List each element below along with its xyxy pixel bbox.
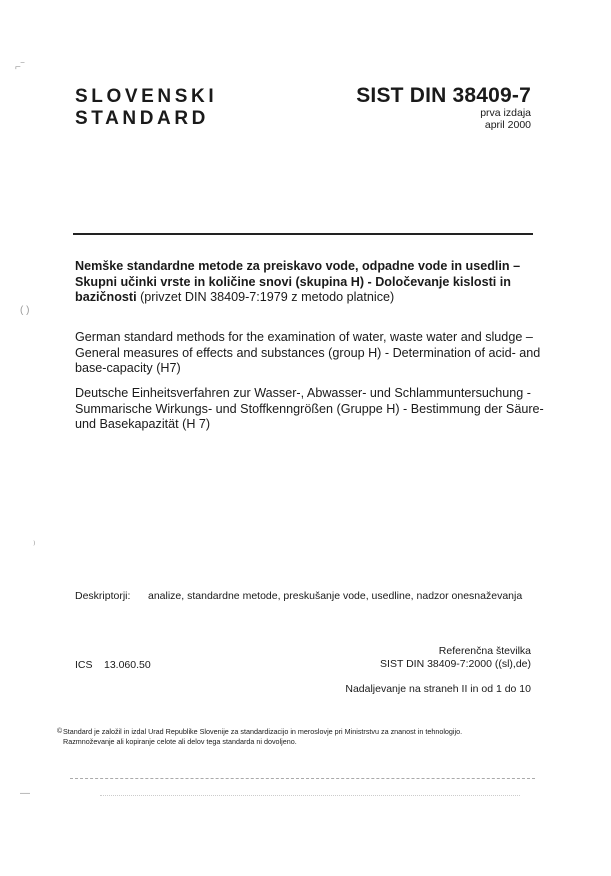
scan-mark-lower: ⁾	[33, 540, 36, 551]
scan-dot-line	[100, 795, 520, 796]
brand-line-2: STANDARD	[75, 108, 209, 129]
ics-code	[75, 659, 151, 671]
reference-number	[380, 645, 531, 671]
descriptors-value: analize, standardne metode, preskušanje vode, usedline, nadzor onesnaževanja	[148, 590, 523, 602]
descriptors	[75, 590, 522, 602]
scan-mark-mid: ( )	[20, 305, 30, 316]
title-german: Deutsche Einheitsverfahren zur Wasser-, Abwasser- und Schlammuntersuchung - Summarische Wirkungs- und Stoffkenngrößen (Gruppe H) - Bestimmung der Säure- und Basekapazität (H 7)	[75, 386, 544, 431]
edition-label: prva izdaja	[480, 107, 531, 119]
scan-dash-line	[70, 778, 535, 779]
scan-mark-top: ⌐‾	[15, 62, 25, 73]
descriptors-label: Deskriptorji:	[75, 590, 131, 602]
edition-info	[480, 107, 531, 131]
scan-mark-bottom: —	[20, 788, 30, 799]
standard-code: SIST DIN 38409-7	[356, 84, 531, 107]
title-slovene-note: (privzet DIN 38409-7:1979 z metodo platnice)	[136, 290, 395, 304]
title-english: German standard methods for the examination of water, waste water and sludge – General measures of effects and substances (group H) - Determination of acid- and base-capacity (H7)	[75, 330, 541, 375]
copyright-icon: ©	[57, 728, 63, 735]
brand-name	[75, 86, 217, 130]
copyright-line-1: Standard je založil in izdal Urad Republike Slovenije za standardizacijo in meroslovje pri Ministrstvu za znanost in tehnologijo.	[63, 727, 463, 736]
continuation-note: Nadaljevanje na straneh II in od 1 do 10	[345, 683, 531, 695]
ics-label: ICS	[75, 659, 93, 671]
title-slovene-bold: Nemške standardne metode za preiskavo vode, odpadne vode in usedlin – Skupni učinki vrste in količine snovi (skupina H) - Določevanje kislosti in bazičnosti	[75, 259, 521, 304]
edition-date: april 2000	[484, 119, 531, 131]
header-rule	[73, 233, 533, 235]
reference-label: Referenčna številka	[438, 645, 531, 657]
reference-value: SIST DIN 38409-7:2000 ((sl),de)	[380, 658, 531, 670]
title-slovene	[75, 259, 545, 306]
brand-line-1: SLOVENSKI	[75, 86, 218, 107]
ics-value: 13.060.50	[104, 659, 151, 671]
copyright-line-2: Razmnoževanje ali kopiranje celote ali delov tega standarda ni dovoljeno.	[63, 737, 297, 746]
copyright-notice	[57, 727, 533, 747]
